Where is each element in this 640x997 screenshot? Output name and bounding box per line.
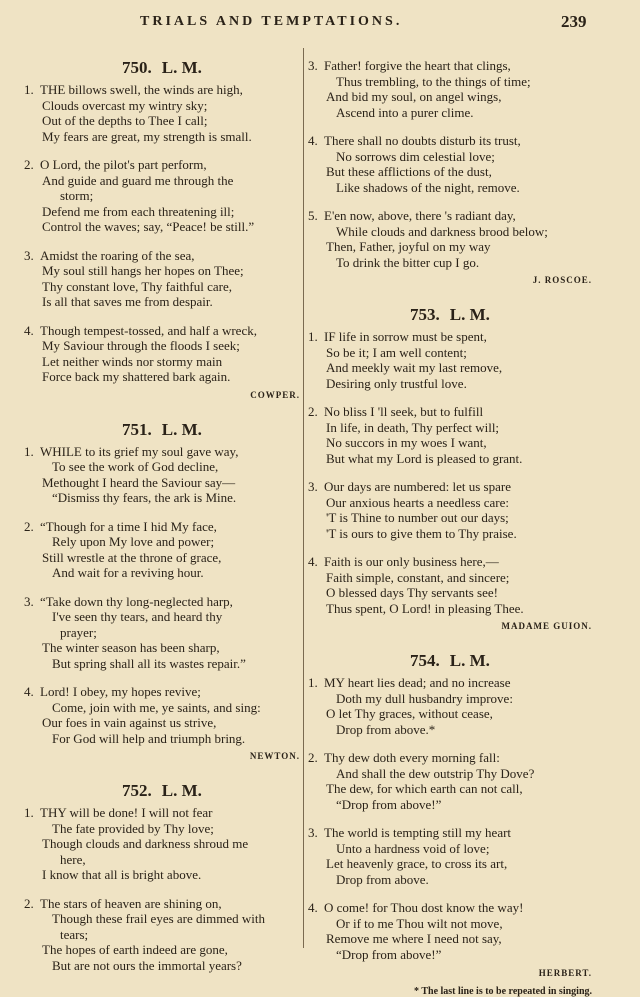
- verse-line: tears;: [60, 926, 89, 942]
- verse-line: And meekly wait my last remove,: [326, 360, 503, 375]
- stanza-number: 1.: [308, 675, 318, 690]
- author: HERBERT.: [538, 968, 592, 978]
- verse-line: 'T is ours to give them to Thy praise.: [326, 525, 517, 541]
- verse-line: While clouds and darkness brood below;: [336, 223, 548, 239]
- verse-line: To drink the bitter cup I go.: [336, 254, 480, 270]
- stanza-number: 1.: [24, 443, 34, 459]
- author: MADAME GUION.: [501, 621, 592, 631]
- stanza: [308, 208, 592, 270]
- verse-line: And guide and guard me through the: [42, 172, 234, 188]
- verse-line: Desiring only trustful love.: [326, 375, 467, 391]
- verse-line: 4. Lord! I obey, my hopes revive;: [24, 684, 201, 699]
- verse-line: And bid my soul, on angel wings,: [326, 89, 502, 104]
- stanza: [308, 825, 592, 887]
- verse-line: Unto a hardness void of love;: [336, 840, 490, 856]
- verse-line: Our anxious hearts a needless care:: [326, 494, 510, 510]
- verse-line: Rely upon My love and power;: [52, 534, 215, 549]
- verse-line: Defend me from each threatening ill;: [42, 203, 235, 219]
- stanza: [308, 900, 592, 962]
- stanza-number: 2.: [24, 518, 34, 534]
- verse-line: In life, in death, Thy perfect will;: [326, 419, 500, 435]
- stanza: [308, 554, 592, 616]
- verse-line: Come, join with me, ye saints, and sing:: [52, 699, 261, 715]
- verse-line: 1. WHILE to its grief my soul gave way,: [24, 443, 239, 459]
- verse-line: 1. THY will be done! I will not fear: [24, 805, 213, 820]
- stanza-number: 1.: [24, 805, 34, 820]
- verse-line: Doth my dull husbandry improve:: [336, 690, 513, 706]
- verse-line: 3. Amidst the roaring of the sea,: [24, 247, 195, 263]
- right-column: [308, 40, 592, 997]
- author: COWPER.: [250, 389, 300, 400]
- stanza: [308, 404, 592, 466]
- verse-line: 3. “Take down thy long-neglected harp,: [24, 593, 233, 609]
- verse-line: 5. E'en now, above, there 's radiant day,: [308, 208, 516, 223]
- verse-line: 1. MY heart lies dead; and no increase: [308, 675, 511, 690]
- stanza: [308, 58, 592, 120]
- stanza-number: 4.: [24, 322, 34, 338]
- verse-line: storm;: [60, 188, 94, 203]
- verse-line: Force back my shattered bark again.: [42, 369, 231, 384]
- verse-line: I know that all is bright above.: [42, 867, 202, 882]
- verse-line: “Drop from above!”: [336, 796, 442, 812]
- column-divider: [303, 48, 304, 948]
- hymn-title: 754. L. M.: [410, 651, 490, 670]
- verse-line: Methought I heard the Saviour say—: [42, 474, 236, 490]
- verse-line: But are not ours the immortal years?: [52, 957, 242, 973]
- verse-line: No sorrows dim celestial love;: [336, 148, 495, 164]
- verse-line: Let neither winds nor stormy main: [42, 353, 223, 369]
- verse-line: The hopes of earth indeed are gone,: [42, 942, 228, 957]
- verse-line: 2. The stars of heaven are shining on,: [24, 895, 222, 911]
- stanza: [308, 133, 592, 195]
- verse-line: So be it; I am well content;: [326, 344, 467, 360]
- footnote: * The last line is to be repeated in singing.: [414, 986, 592, 997]
- running-head: TRIALS AND TEMPTATIONS.: [140, 14, 403, 29]
- hymn-title: 750. L. M.: [122, 58, 202, 77]
- verse-line: Then, Father, joyful on my way: [326, 239, 491, 254]
- stanza: [24, 82, 300, 144]
- stanza: [308, 675, 592, 737]
- verse-line: Clouds overcast my wintry sky;: [42, 97, 208, 113]
- verse-line: To see the work of God decline,: [52, 459, 219, 474]
- verse-line: Drop from above.*: [336, 721, 436, 737]
- verse-line: Thus spent, O Lord! in pleasing Thee.: [326, 600, 524, 616]
- stanza-number: 1.: [24, 82, 34, 97]
- stanza-number: 2.: [24, 157, 34, 172]
- hymn-title: 751. L. M.: [122, 419, 202, 439]
- stanza: [24, 805, 300, 883]
- verse-line: Though these frail eyes are dimmed with: [52, 911, 265, 926]
- verse-line: “Drop from above!”: [336, 946, 442, 962]
- verse-line: 2. No bliss I 'll seek, but to fulfill: [308, 404, 484, 419]
- verse-line: here,: [60, 851, 86, 867]
- verse-line: prayer;: [60, 624, 97, 640]
- hymn-753: [308, 301, 592, 635]
- stanza-number: 5.: [308, 208, 318, 223]
- verse-line: The winter season has been sharp,: [42, 640, 220, 655]
- verse-line: Faith simple, constant, and sincere;: [326, 569, 510, 585]
- verse-line: Drop from above.: [336, 871, 429, 887]
- verse-line: But spring shall all its wastes repair.”: [52, 655, 246, 671]
- verse-line: Out of the depths to Thee I call;: [42, 113, 208, 128]
- stanza-number: 3.: [24, 593, 34, 609]
- verse-line: Remove me where I need not say,: [326, 931, 502, 946]
- page-number: 239: [561, 12, 587, 31]
- verse-line: The dew, for which earth can not call,: [326, 781, 523, 796]
- author: NEWTON.: [249, 751, 300, 761]
- verse-line: But these afflictions of the dust,: [326, 164, 492, 179]
- verse-line: 4. O come! for Thou dost know the way!: [308, 900, 524, 915]
- verse-line: Our foes in vain against us strive,: [42, 715, 217, 730]
- stanza-number: 4.: [308, 554, 318, 569]
- verse-line: Thus trembling, to the things of time;: [336, 73, 531, 89]
- stanza-number: 4.: [308, 900, 318, 915]
- verse-line: 'T is Thine to number out our days;: [326, 510, 509, 525]
- stanza: [24, 684, 300, 746]
- verse-line: No succors in my woes I want,: [326, 435, 487, 450]
- hymn-752-continued: [308, 58, 592, 289]
- stanza-number: 2.: [308, 404, 318, 419]
- verse-line: Like shadows of the night, remove.: [336, 179, 520, 195]
- stanza: [24, 444, 300, 506]
- verse-line: 3. Our days are numbered: let us spare: [308, 479, 511, 494]
- verse-line: Or if to me Thou wilt not move,: [336, 915, 503, 931]
- verse-line: Is all that saves me from despair.: [42, 294, 213, 309]
- verse-line: 2. O Lord, the pilot's part perform,: [24, 157, 207, 172]
- stanza: [24, 157, 300, 235]
- verse-line: For God will help and triumph bring.: [52, 730, 246, 746]
- stanza-number: 3.: [308, 58, 318, 73]
- stanza-number: 2.: [24, 895, 34, 911]
- stanza-number: 1.: [308, 329, 318, 344]
- verse-line: Ascend into a purer clime.: [336, 104, 474, 120]
- stanza: [24, 323, 300, 385]
- verse-line: But what my Lord is pleased to grant.: [326, 450, 523, 466]
- hymn-752: [24, 777, 300, 973]
- verse-line: 2. “Though for a time I hid My face,: [24, 518, 217, 534]
- stanza: [24, 896, 300, 974]
- stanza-number: 4.: [24, 684, 34, 699]
- verse-line: 4. Though tempest-tossed, and half a wreck,: [24, 322, 257, 338]
- hymn-title: 753. L. M.: [410, 305, 490, 324]
- stanza-number: 3.: [24, 247, 34, 263]
- verse-line: My soul still hangs her hopes on Thee;: [42, 263, 244, 278]
- verse-line: Though clouds and darkness shroud me: [42, 836, 249, 851]
- verse-line: My fears are great, my strength is small.: [42, 128, 252, 144]
- stanza-number: 4.: [308, 133, 318, 148]
- verse-line: 3. Father! forgive the heart that clings,: [308, 58, 511, 73]
- verse-line: 1. THE billows swell, the winds are high,: [24, 82, 243, 97]
- verse-line: 1. IF life in sorrow must be spent,: [308, 329, 487, 344]
- stanza-number: 2.: [308, 750, 318, 765]
- author: J. ROSCOE.: [532, 275, 592, 285]
- verse-line: Control the waves; say, “Peace! be still.”: [42, 219, 255, 234]
- page-header: [0, 0, 640, 40]
- verse-line: Let heavenly grace, to cross its art,: [326, 856, 508, 871]
- verse-line: O blessed days Thy servants see!: [326, 585, 498, 600]
- verse-line: I've seen thy tears, and heard thy: [52, 609, 223, 624]
- verse-line: 4. Faith is our only business here,—: [308, 554, 499, 569]
- hymn-750: [24, 54, 300, 404]
- stanza: [308, 329, 592, 391]
- verse-line: Thy constant love, Thy faithful care,: [42, 278, 233, 294]
- hymn-751: [24, 416, 300, 766]
- stanza: [308, 479, 592, 541]
- verse-line: 4. There shall no doubts disturb its trust,: [308, 133, 521, 148]
- stanza-number: 3.: [308, 825, 318, 840]
- stanza: [24, 594, 300, 672]
- verse-line: The fate provided by Thy love;: [52, 820, 214, 836]
- verse-line: And shall the dew outstrip Thy Dove?: [336, 765, 535, 781]
- verse-line: 2. Thy dew doth every morning fall:: [308, 750, 500, 765]
- stanza: [24, 519, 300, 581]
- left-column: [24, 40, 300, 986]
- hymn-754: [308, 647, 592, 997]
- stanza-number: 3.: [308, 479, 318, 494]
- stanza: [308, 750, 592, 812]
- verse-line: 3. The world is tempting still my heart: [308, 825, 512, 840]
- hymn-title: 752. L. M.: [122, 781, 202, 800]
- stanza: [24, 248, 300, 310]
- verse-line: Still wrestle at the throne of grace,: [42, 549, 222, 565]
- verse-line: And wait for a reviving hour.: [52, 565, 204, 580]
- verse-line: O let Thy graces, without cease,: [326, 706, 493, 721]
- verse-line: “Dismiss thy fears, the ark is Mine.: [52, 490, 237, 505]
- verse-line: My Saviour through the floods I seek;: [42, 338, 240, 353]
